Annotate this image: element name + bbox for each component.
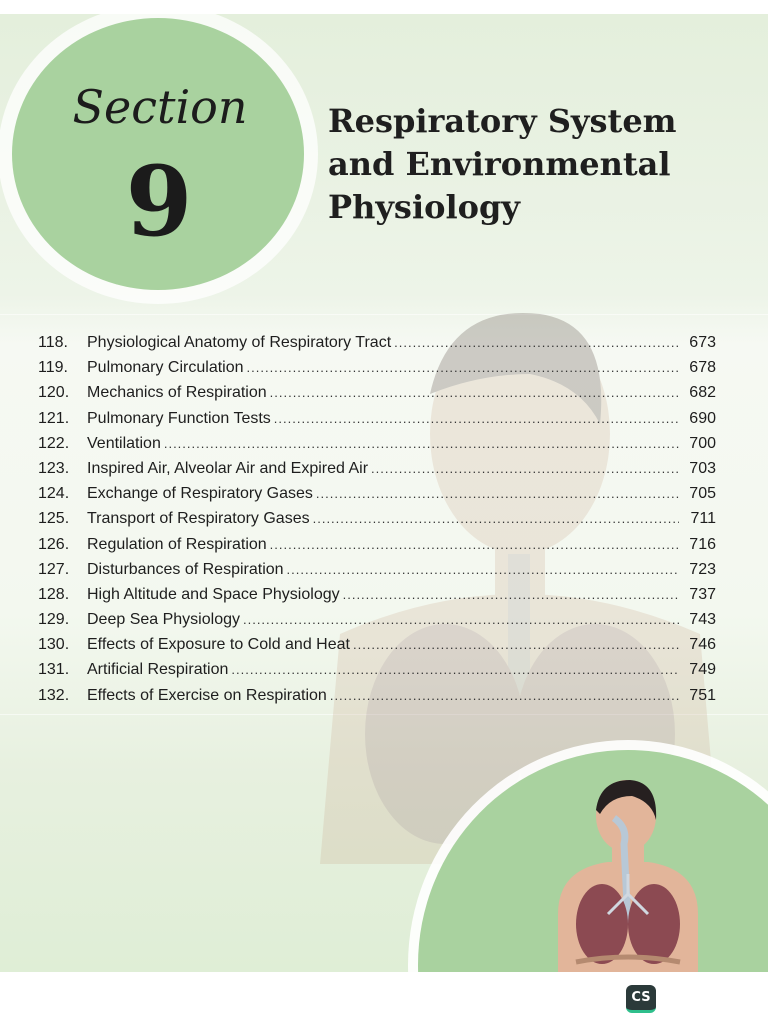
toc-leader-dots [287, 562, 679, 577]
toc-leader-dots [313, 511, 679, 526]
toc-leader-dots [270, 537, 679, 552]
toc-entry [38, 536, 716, 561]
toc-entry-title: Exchange of Respiratory Gases [87, 485, 313, 503]
toc-entry [38, 687, 716, 712]
toc-entry-number: 126. [38, 535, 70, 553]
toc-entry-title: Regulation of Respiration [87, 535, 267, 553]
toc-entry-title: High Altitude and Space Physiology [87, 585, 340, 603]
camscanner-icon: CS [626, 985, 656, 1013]
toc-entry [38, 561, 716, 586]
section-title-line: Respiratory System [328, 102, 677, 140]
toc-leader-dots [231, 662, 679, 677]
toc-entry-title: Pulmonary Circulation [87, 359, 244, 377]
toc-entry-page: 700 [689, 434, 716, 452]
toc-entry-title: Ventilation [87, 434, 161, 452]
toc-entry-title: Transport of Respiratory Gases [87, 510, 310, 528]
toc-entry-page: 673 [689, 334, 716, 351]
toc-entry-page: 751 [689, 686, 716, 704]
toc-entry [38, 661, 716, 686]
toc-leader-dots [394, 335, 679, 350]
toc-entry [38, 359, 716, 384]
toc-entry-page: 711 [690, 510, 716, 528]
document-page [0, 14, 768, 972]
toc-entry-page: 716 [689, 535, 716, 553]
toc-leader-dots [330, 688, 679, 703]
toc-entry-number: 132. [38, 686, 70, 704]
toc-entry-number: 119. [38, 359, 68, 377]
toc-entry-title: Effects of Exposure to Cold and Heat [87, 636, 350, 654]
toc-leader-dots [270, 385, 679, 400]
toc-entry-number: 130. [38, 636, 70, 654]
toc-entry-title: Deep Sea Physiology [87, 611, 240, 629]
toc-entry-number: 128. [38, 585, 70, 603]
toc-entry-page: 737 [689, 585, 716, 603]
section-title [328, 100, 748, 229]
toc-entry [38, 410, 716, 435]
toc-entry-number: 122. [38, 434, 70, 452]
toc-entry [38, 586, 716, 611]
toc-entry-number: 123. [38, 459, 70, 477]
toc-leader-dots [247, 360, 679, 375]
toc-entry-title: Mechanics of Respiration [87, 384, 267, 402]
toc-entry-number: 121. [38, 409, 70, 427]
toc-entry [38, 611, 716, 636]
toc-entry [38, 334, 716, 359]
toc-entry-number: 125. [38, 510, 70, 528]
toc-leader-dots [243, 612, 679, 627]
toc-entry-page: 746 [689, 636, 716, 654]
toc-leader-dots [353, 637, 679, 652]
toc-entry-number: 129. [38, 611, 70, 629]
toc-entry-number: 118. [38, 334, 68, 351]
toc-entry-page: 743 [689, 611, 716, 629]
toc-leader-dots [316, 486, 679, 501]
toc-entry [38, 510, 716, 535]
toc-leader-dots [343, 587, 679, 602]
toc-entry [38, 384, 716, 409]
toc-entry-page: 723 [689, 560, 716, 578]
toc-entry-number: 124. [38, 485, 70, 503]
toc-entry-title: Effects of Exercise on Respiration [87, 686, 327, 704]
toc-entry [38, 485, 716, 510]
section-label: Section [72, 80, 248, 134]
toc-entry [38, 460, 716, 485]
toc-entry-title: Pulmonary Function Tests [87, 409, 271, 427]
toc-entry-title: Artificial Respiration [87, 661, 229, 679]
respiratory-anatomy-icon [548, 774, 708, 972]
toc-leader-dots [371, 461, 679, 476]
toc-entry-title: Physiological Anatomy of Respiratory Tract [87, 334, 392, 351]
toc-entry-page: 690 [689, 409, 716, 427]
toc-entry-page: 703 [689, 459, 716, 477]
toc-entry-title: Inspired Air, Alveolar Air and Expired Air [87, 459, 369, 477]
toc-entry-page: 705 [689, 485, 716, 503]
section-title-line: and Environmental [328, 145, 671, 183]
section-title-line: Physiology [328, 188, 520, 226]
toc-entry [38, 435, 716, 460]
toc-entry-number: 120. [38, 384, 70, 402]
toc-leader-dots [274, 411, 679, 426]
toc-entry-title: Disturbances of Respiration [87, 560, 284, 578]
toc-entry-number: 127. [38, 560, 70, 578]
table-of-contents [38, 334, 716, 712]
toc-entry-number: 131. [38, 661, 70, 679]
toc-entry-page: 678 [689, 359, 716, 377]
section-number: 9 [125, 145, 193, 258]
toc-leader-dots [164, 436, 679, 451]
toc-entry-page: 682 [689, 384, 716, 402]
toc-entry-page: 749 [689, 661, 716, 679]
toc-entry [38, 636, 716, 661]
